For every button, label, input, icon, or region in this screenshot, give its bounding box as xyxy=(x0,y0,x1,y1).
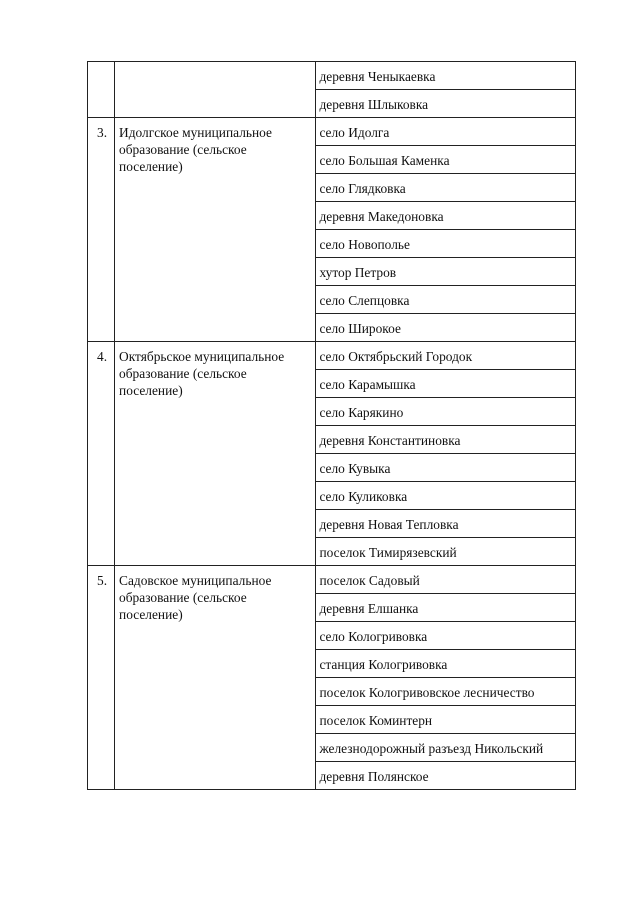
settlement-name: поселок Садовый xyxy=(316,566,576,594)
table-row xyxy=(88,62,576,90)
table-row xyxy=(88,342,576,370)
settlement-name: село Глядковка xyxy=(316,174,576,202)
municipality-name: Садовское муниципальное образование (сельское поселение) xyxy=(115,566,316,790)
municipality-name xyxy=(115,62,316,118)
settlement-name: хутор Петров xyxy=(316,258,576,286)
settlement-name: село Новополье xyxy=(316,230,576,258)
settlement-name: поселок Кологривовское лесничество xyxy=(316,678,576,706)
settlements-table xyxy=(87,61,576,790)
group-number: 4. xyxy=(88,342,115,566)
settlement-name: деревня Полянское xyxy=(316,762,576,790)
municipality-name: Октябрьское муниципальное образование (сельское поселение) xyxy=(115,342,316,566)
settlement-name: деревня Константиновка xyxy=(316,426,576,454)
settlement-name: поселок Коминтерн xyxy=(316,706,576,734)
municipality-name: Идолгское муниципальное образование (сельское поселение) xyxy=(115,118,316,342)
settlement-name: село Куликовка xyxy=(316,482,576,510)
group-number: 3. xyxy=(88,118,115,342)
group-number: 5. xyxy=(88,566,115,790)
settlement-name: село Карякино xyxy=(316,398,576,426)
settlement-name: село Идолга xyxy=(316,118,576,146)
settlement-name: село Кологривовка xyxy=(316,622,576,650)
settlement-name: село Широкое xyxy=(316,314,576,342)
table-body xyxy=(88,62,576,790)
settlement-name: село Кувыка xyxy=(316,454,576,482)
table-row xyxy=(88,566,576,594)
settlement-name: деревня Ченыкаевка xyxy=(316,62,576,90)
settlement-name: деревня Македоновка xyxy=(316,202,576,230)
group-number xyxy=(88,62,115,118)
settlement-name: село Большая Каменка xyxy=(316,146,576,174)
settlement-name: деревня Новая Тепловка xyxy=(316,510,576,538)
settlement-name: село Слепцовка xyxy=(316,286,576,314)
settlement-name: станция Кологривовка xyxy=(316,650,576,678)
table-row xyxy=(88,118,576,146)
settlement-name: железнодорожный разъезд Никольский xyxy=(316,734,576,762)
settlement-name: село Карамышка xyxy=(316,370,576,398)
settlement-name: деревня Шлыковка xyxy=(316,90,576,118)
settlement-name: село Октябрьский Городок xyxy=(316,342,576,370)
settlement-name: деревня Елшанка xyxy=(316,594,576,622)
settlement-name: поселок Тимирязевский xyxy=(316,538,576,566)
